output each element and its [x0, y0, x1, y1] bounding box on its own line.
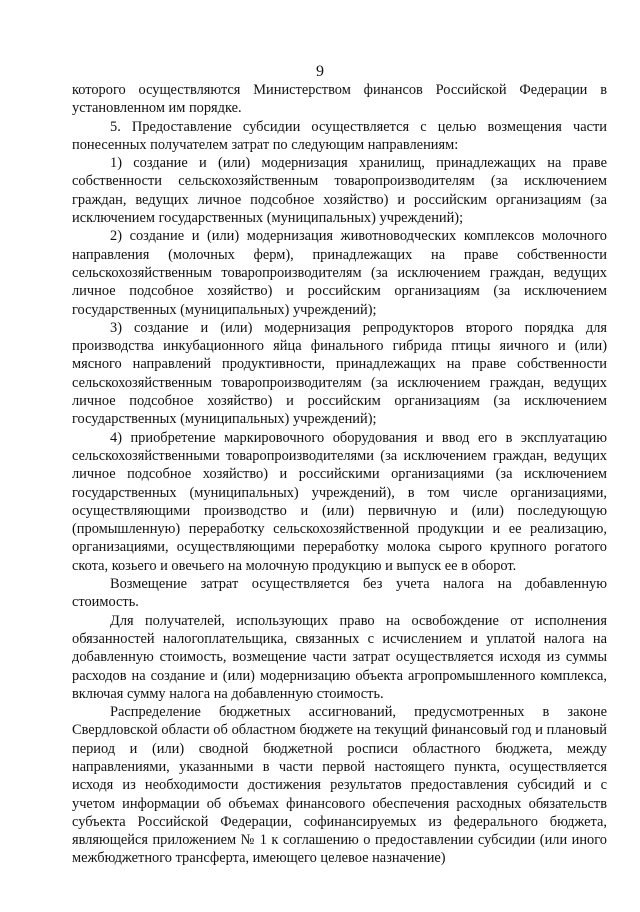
paragraph-budget-distribution: Распределение бюджетных ассигнований, предусмотренных в законе Свердловской области об областном бюджете на текущий финансовый год и плановый период и (или) сводной бюджетной росписи областного бюджета, между направлениями, указанными в части первой настоящего пункта, осуществляется исходя из необходимости достижения результатов предоставления субсидий и с учетом информации об объемах финансового обеспечения расходных обязательств субъекта Российской Федерации, софинансируемых из федерального бюджета, являющейся приложением № 1 к соглашению о предоставлении субсидии (или иного межбюджетного трансферта, имеющего целевое назначение)	[72, 704, 607, 867]
paragraph-vat-exemption: Для получателей, использующих право на освобождение от исполнения обязанностей налогоплательщика, связанных с исчислением и уплатой налога на добавленную стоимость, возмещение части затрат осуществляется исходя из суммы расходов на создание и (или) модернизацию объекта агропромышленного комплекса, включая сумму налога на добавленную стоимость.	[72, 612, 607, 702]
paragraph-item-5: 5. Предоставление субсидии осуществляется с целью возмещения части понесенных получателем затрат по следующим направлениям:	[72, 118, 607, 153]
paragraph-subitem-2: 2) создание и (или) модернизация животноводческих комплексов молочного направления (молочных ферм), принадлежащих на праве собственности сельскохозяйственным товаропроизводителям (за исключением граждан, ведущих личное подсобное хозяйство) и российским организациям (за исключением государственных (муниципальных) учреждений);	[72, 228, 607, 318]
paragraph-vat-note: Возмещение затрат осуществляется без учета налога на добавленную стоимость.	[72, 576, 607, 611]
page-body	[72, 81, 607, 868]
paragraph-subitem-1: 1) создание и (или) модернизация хранилищ, принадлежащих на праве собственности сельскохозяйственным товаропроизводителям (за исключением граждан, ведущих личное подсобное хозяйство) и российским организациям (за исключением государственных (муниципальных) учреждений);	[72, 155, 607, 227]
paragraph-subitem-3: 3) создание и (или) модернизация репродукторов второго порядка для производства инкубационного яйца финального гибрида птицы яичного и (или) мясного направлений продуктивности, принадлежащих на праве собственности сельскохозяйственным товаропроизводителям (за исключением граждан, ведущих личное подсобное хозяйство) и российским организациям (за исключением государственных (муниципальных) учреждений);	[72, 319, 607, 428]
paragraph-subitem-4: 4) приобретение маркировочного оборудования и ввод его в эксплуатацию сельскохозяйственными товаропроизводителями (за исключением граждан, ведущих личное подсобное хозяйство) и российскими организациями (за исключением государственных (муниципальных) учреждений), в том числе организациями, осуществляющими производство и (или) первичную и (или) последующую (промышленную) переработку сельскохозяйственной продукции и ее реализацию, организациями, осуществляющими переработку молока сырого крупного рогатого скота, козьего и овечьего на молочную продукцию и выпуск ее в оборот.	[72, 429, 607, 574]
paragraph-continuation: которого осуществляются Министерством финансов Российской Федерации в установленном им порядке.	[72, 82, 607, 117]
page-number: 9	[316, 63, 324, 80]
